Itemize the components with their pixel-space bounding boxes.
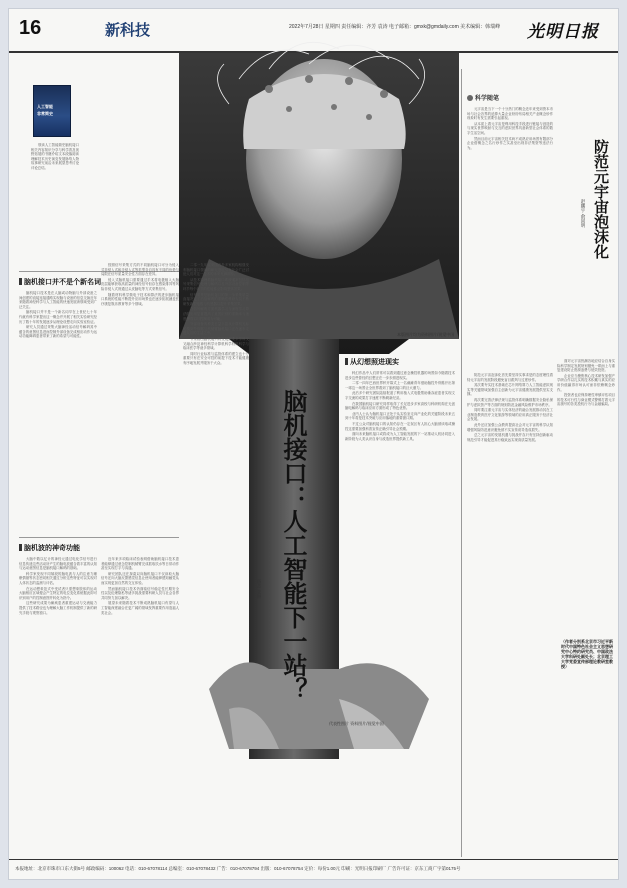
right-article-title: 防范元宇宙泡沫化 bbox=[592, 139, 610, 259]
photo-caption-bottom: 代表性图片 资料图片/视觉中国 bbox=[329, 721, 384, 726]
right-column-text-3: 面对元宇宙热潮各地应结合自身实际科学制定发展规划避免一哄而上与重复建设防止资源浪费与低效投资。 企业应当聚焦核心技术研发加强产学研合作以扎实的技术积累与真实的应用价值赢得市场认可而非依赖概念炒作。 投资者也应保持理性审慎评估项目的技术可行性与商业模式警惕打着元宇宙旗号的各类投机行为与金融骗局。 bbox=[557, 359, 615, 407]
left-column-text-1: 脑机接口技术是在人脑或动物脑与外部设备之间创建的直接连接通路实现脑与设备的信息交换近年来随着神经科学与人工智能的快速发展该领域受到广泛关注。 脑机接口并不是一个新名词早在上世纪七十年代就有科学家提出这一概念并开展了相关实验研究经历了数十年的发展逐步从理论设想走向实验室验证。 研究人员通过采集大脑神经活动信号解码其中蕴含的意图信息进而控制外部设备完成相应动作为运动功能障碍患者带来了新的希望与可能性。 bbox=[19, 291, 97, 339]
right-article-author: 赵鹏宇 俞固明 bbox=[580, 199, 585, 228]
right-column-tag: 科学随笔 bbox=[467, 93, 499, 102]
section-title: 新科技 bbox=[105, 21, 151, 39]
divider bbox=[19, 537, 179, 538]
header-meta: 2022年7月28日 星期四 责任编辑：齐芳 袁涛 电子邮箱：gmxk@gmdaily.com 美术编辑：韩瑞峰 bbox=[289, 24, 501, 30]
subhead-left-top: 脑机接口并不是个新名词 bbox=[19, 277, 101, 287]
right-column-text-1: 元宇宙是当下一个十分热门的概念近年来受到资本市场与社会各界的追捧大量企业纷纷布局相关产业概念炒作现象时有发生需要引起重视。 从本质上看元宇宙是利用科技手段进行链接与创造的与现实世界映射与交互的虚拟世界具备新型社会体系的数字生活空间。 然而目前元宇宙相关技术尚不成熟应用场景有限部分企业借概念之名行炒作之实甚至出现非法集资等违法行为。 bbox=[467, 107, 553, 150]
page-footer: 本报地址：北京市珠市口东大街5号 邮政编码：100062 电话：010-67078114 总编室：010-67078432 广告：010-67078794 出版：010-67078754 定价：每份1.00元 印刷：光明日报印刷厂 广告许可证：京东工商广字第0175号 bbox=[9, 859, 619, 880]
right-author-note: （作者分别系北京市习近平新时代中国特色社会主义思想研究中心特约研究员、中国政法大学科研处副处长；北京理工大学党委宣传部理论教研室教授） bbox=[561, 639, 613, 669]
subhead-right: 从幻想照进现实 bbox=[345, 357, 399, 367]
newspaper-page bbox=[8, 8, 619, 880]
main-author: 杨杰 张洲 bbox=[256, 579, 261, 599]
left-column-text-3: 大脑中数以亿计的神经元通过电化学信号进行信息传递这些活动所产生的脑电波蕴含着丰富的认知与运动意图信息是脑机接口解码的基础。 科学家发现不同频段的脑电波与人的注意力睡眠情绪等状态密切相关通过分析这些特征可以实现对人体状态的监测与评估。 在运动想象范式中受试者只需想象肢体的运动大脑相应区域便会产生特定的电位变化系统据此即可识别用户的控制意图并转化为指令。 这些研究成果为瘫痪患者重建运动与交流能力提供了技术路径也为理解大脑工作机制提供了新的研究手段与观察窗口。 bbox=[19, 557, 97, 615]
subhead-left-bottom: 脑机波的神奇功能 bbox=[19, 543, 80, 553]
photo-caption-top: 本版图片均为资料图片/视觉中国 bbox=[397, 332, 455, 337]
column-divider bbox=[461, 69, 462, 857]
book-title-line1: 人工智能 bbox=[37, 104, 53, 109]
page-number: 16 bbox=[19, 17, 42, 39]
left-column-text-2: 按照信号采集方式的不同脑机接口可分为侵入式非侵入式和半侵入式等类型各自具有不同的优势与局限在信号质量安全性方面存在差异。 侵入式脑机接口需要通过手术将电极植入大脑皮层能够获取高质量的神经信号但存在感染排异等风险非侵入式则通过头皮脑电等方式采集信号。 随着材料科学微电子技术和算法的进步脑机接口系统的性能不断提升应用场景也在逐步拓展涵盖医疗康复娱乐教育等多个领域。 bbox=[101, 263, 179, 306]
middle-left-column-text: 二零一九年以来国内外多家机构相继发布脑机接口领域的研究进展引发社会广泛讨论人们对这一技术的未来充满期待。 从技术原理看脑机接口系统通常包括信号采集信号处理与解码以及外部设备控制等环节每个环节的性能都会影响整体效果。 信号采集是脑机接口的第一步采集质量直接决定了后续解码的准确性科研人员不断研发新型电极与传感器以提升采集效果。 在信号解码方面机器学习与深度学习算法的应用显著提高了意图识别的准确率与速度使得实时控制成为可能。 外部设备的种类日益丰富从计算机光标轮椅到外骨骼与机械臂脑机接口正在逐步走进人们的生活之中。 专家指出脑机接口的发展需要多学科交叉融合涉及神经科学计算机科学材料科学与临床医学等诸多领域。 同时行业标准与监管体系的建立也十分重要只有在安全可控的前提下技术才能健康有序地发展并服务于大众。 bbox=[183, 263, 249, 365]
right-column-text-2: 防范元宇宙泡沫化首先要坚持实事求是的态度理性看待元宇宙的发展阶段避免盲目跟风与过度炒作。 其次要夯实技术基础在芯片网络算力人工智能虚拟现实等关键领域加强自主创新为元宇宙健康发展提供坚实支撑。 再次要完善法律法规与监管体系明确数据安全隐私保护与虚拟资产等方面的规则防范金融风险维护市场秩序。 同时要注重元宇宙与实体经济的融合发展推动其在工业制造教育医疗文化旅游等领域的应用真正服务于经济社会发展。 此外还应加强公众教育提高社会对元宇宙的科学认知增强风险防范意识避免被不实宣传误导造成损失。 总之元宇宙的发展机遇与挑战并存只有坚持创新驱动规范引导才能促进其行稳致远实现高质量发展。 bbox=[467, 373, 553, 442]
masthead-logo: 光明日报 bbox=[527, 22, 599, 42]
book-title-line2: 非常简史 bbox=[37, 111, 53, 116]
book-caption-text: 领读人工智能简史脑机接口相关内容知识分享与科学普及视野拓展的书籍介绍文本段落阅读理解技术历史演变发展脉络人物故事研究前沿未来展望思考讨论评论总结。 bbox=[31, 143, 79, 170]
middle-right-column-text: 科幻作品中人们常常可以看到通过意念操控机器的场景如今随着技术进步这些曾经的幻想正在一步步照进现实。 二零一四年巴西世界杯开幕式上一名截瘫青年借助脑控外骨骼开出第一球这一场景让全世界看到了脑机接口的巨大潜力。 此后多个研究团队陆续报道了利用植入式电极帮助渐冻症患者实现文字交流的成果打字速度不断刷新纪录。 在我国脑机接口研究同样取得了长足进步多家高校与科研机构在无创脑电解码与临床应用方面形成了特色优势。 业内人士认为脑机接口正处于从实验室走向产业化的关键阶段未来五到十年将是技术突破与应用落地的重要窗口期。 不过公众对脑机接口的认知仍存在一定误区有人担心大脑被读取或操控这需要加强科普宣传正确引导社会预期。 面向未来脑机接口或将成为人工智能发展的下一站推动人机协同进入新阶段为人类认识自身与改造世界提供新工具。 bbox=[345, 371, 455, 441]
main-headline: 脑机接口：人工智能下一站？ bbox=[279, 389, 308, 701]
left-column-text-4: 近年来多项临床试验表明借助脑机接口技术患者能够通过意念控制机械臂完成抓取饮水等日常动作甚至实现打字与沟通。 研究团队还在探索双向脑机接口不仅读取大脑信号还向大脑反馈感觉信息让使用者能够感知触觉从而实现更加自然的交互体验。 然而脑机接口技术仍面临信号稳定性长期安全性以及伦理隐私等诸多挑战需要科研人员与社会各界共同努力加以解决。 展望未来随着技术不断成熟脑机接口有望与人工智能深度融合在更广阔的领域发挥重要作用造福人类社会。 bbox=[101, 557, 179, 615]
book-cover-image bbox=[33, 85, 71, 137]
